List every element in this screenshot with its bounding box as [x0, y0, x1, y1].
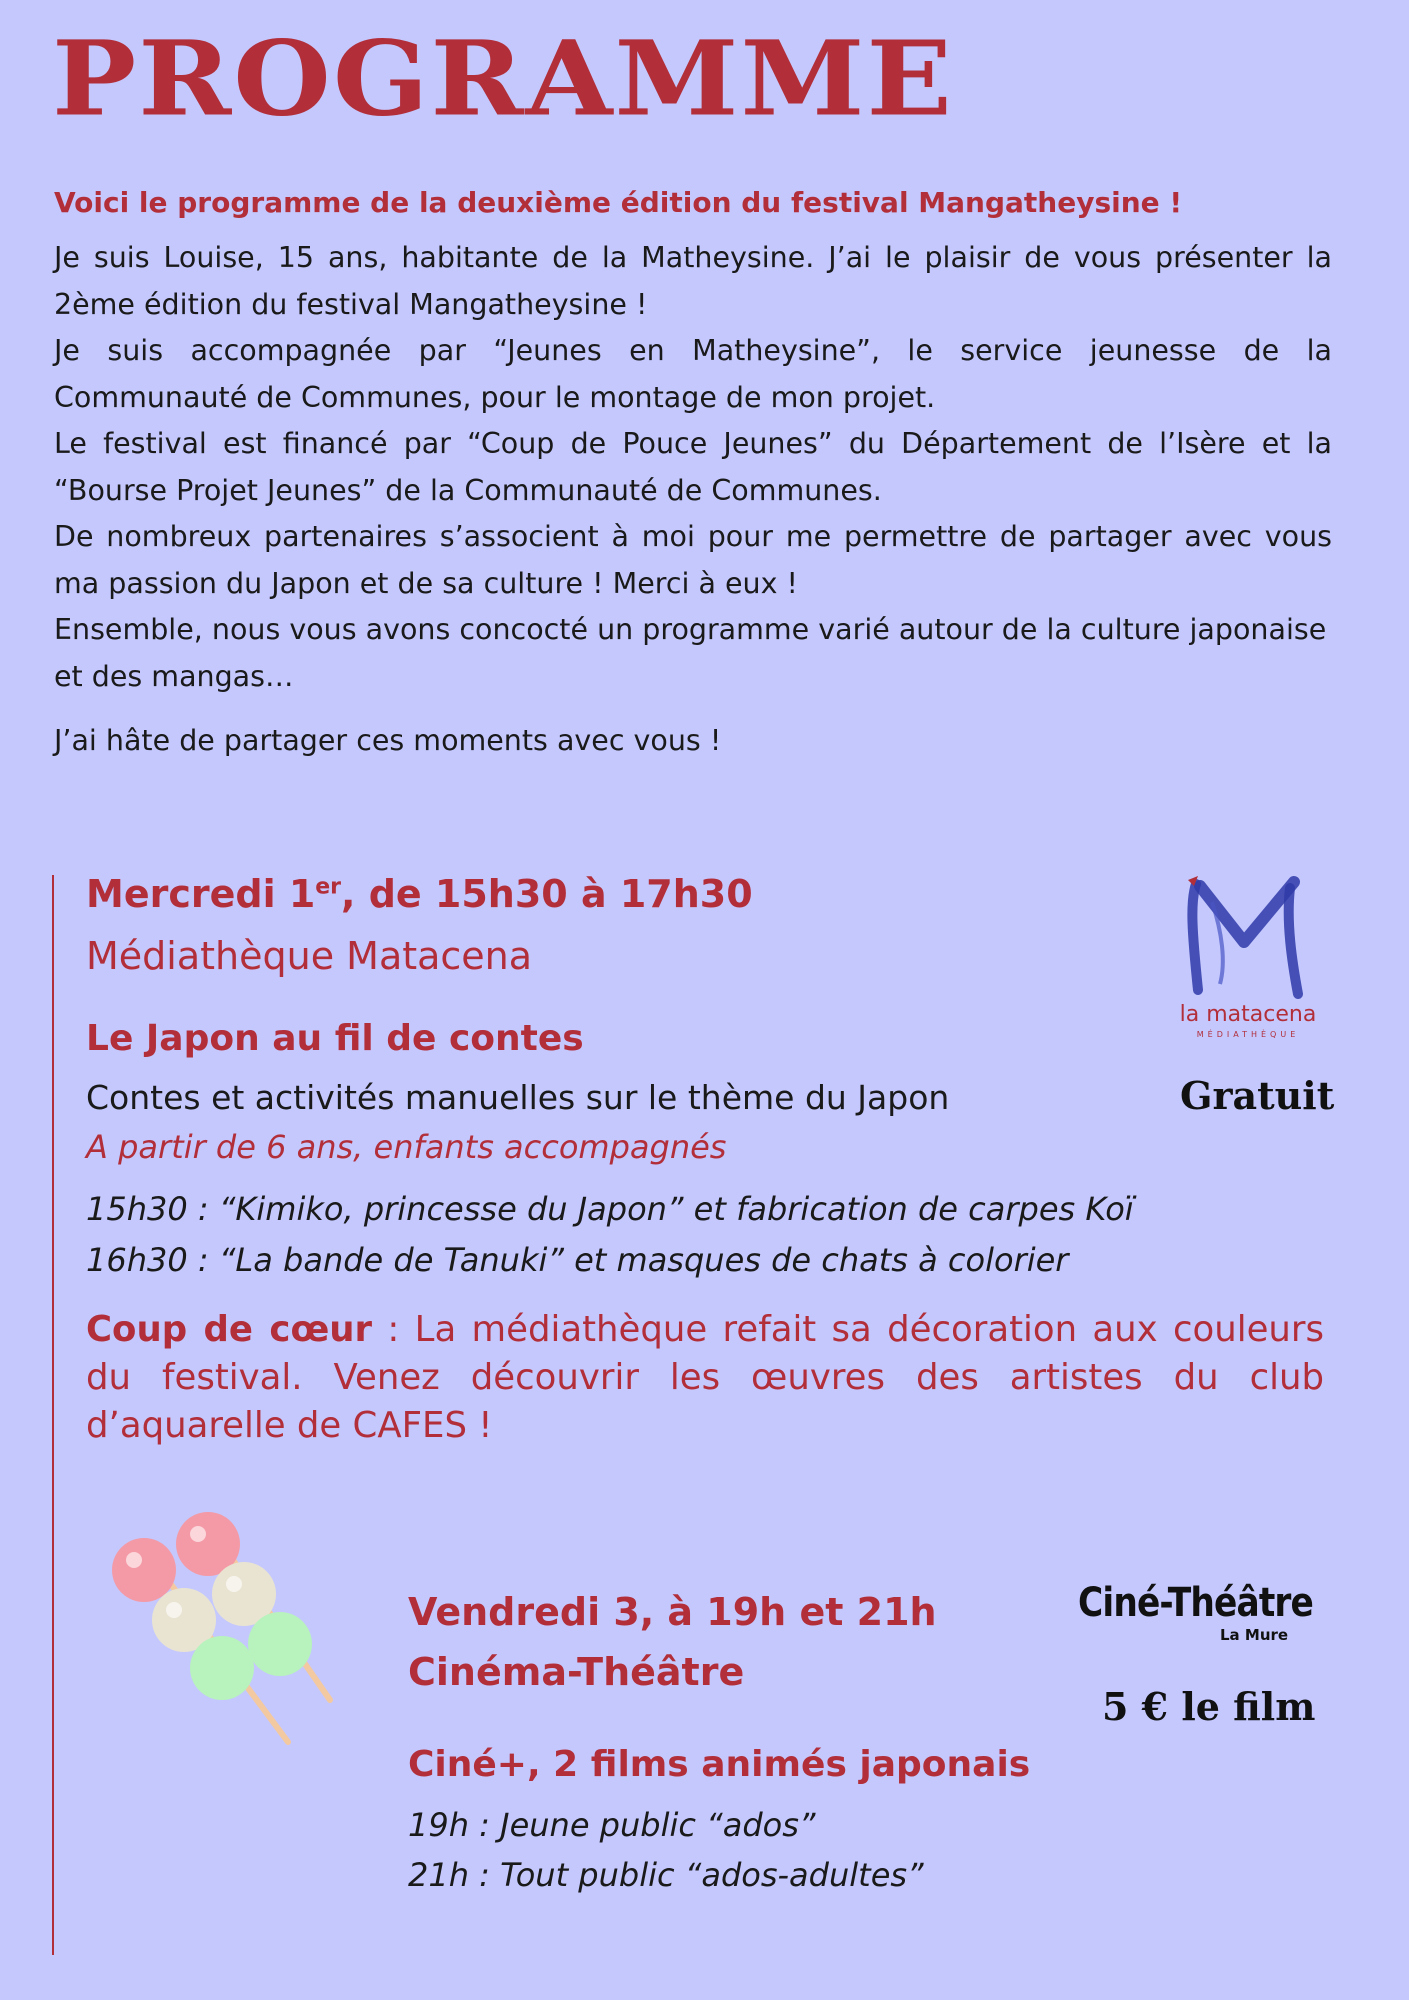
event2-price: 5 € le film [1102, 1684, 1316, 1729]
intro-closing: J’ai hâte de partager ces moments avec vous ! [54, 724, 722, 757]
intro-paragraph: Je suis accompagnée par “Jeunes en Matheysine”, le service jeunesse de la Communauté de Communes, pour le montage de mon projet. [54, 334, 1332, 414]
subtitle: Voici le programme de la deuxième édition du festival Mangatheysine ! [54, 186, 1183, 219]
intro-paragraph: Le festival est financé par “Coup de Pouce Jeunes” du Département de l’Isère et la “Bourse Projet Jeunes” de la Communauté de Communes. [54, 427, 1332, 507]
event1-price: Gratuit [1180, 1073, 1335, 1118]
event1-venue: Médiathèque Matacena [86, 934, 533, 978]
event2-date-line: Vendredi 3, à 19h et 21h [408, 1590, 937, 1634]
event2-schedule [408, 1800, 924, 1900]
intro-text [54, 235, 1332, 700]
event1-schedule [86, 1184, 1134, 1286]
event1-description: Contes et activités manuelles sur le thème du Japon [86, 1078, 950, 1117]
page-title: PROGRAMME [52, 18, 954, 140]
matacena-logo [1168, 872, 1328, 1042]
event1-coup-de-coeur: Coup de cœur : La médiathèque refait sa décoration aux couleurs du festival. Venez découvrir les œuvres des artistes du club d’aquarelle de CAFES ! [86, 1309, 1324, 1446]
event1-title: Le Japon au fil de contes [86, 1018, 584, 1059]
schedule-item: 19h : Jeune public “ados” [408, 1806, 816, 1844]
cine-theatre-logo-name: Ciné-Théâtre [1078, 1580, 1314, 1626]
intro-paragraph: Je suis Louise, 15 ans, habitante de la Matheysine. J’ai le plaisir de vous présenter la 2ème édition du festival Mangatheysine ! [54, 241, 1332, 321]
intro-paragraph: Ensemble, nous vous avons concocté un programme varié autour de la culture japonaise et des mangas… [54, 613, 1327, 693]
schedule-item: 16h30 : “La bande de Tanuki” et masques de chats à colorier [86, 1241, 1069, 1279]
schedule-item: 15h30 : “Kimiko, princesse du Japon” et fabrication de carpes Koï [86, 1190, 1134, 1228]
matacena-logo-name: la matacena [1179, 1002, 1317, 1027]
cine-theatre-logo-subtitle: La Mure [1220, 1626, 1289, 1644]
section-divider-line [52, 875, 54, 1955]
event1-date: Mercredi 1er, de 15h30 à 17h30 [86, 872, 753, 916]
schedule-item: 21h : Tout public “ados-adultes” [408, 1856, 924, 1894]
dango-skewers-icon [104, 1508, 344, 1748]
event2-date [408, 1582, 937, 1702]
cine-theatre-logo [1078, 1580, 1328, 1644]
intro-paragraph: De nombreux partenaires s’associent à moi pour me permettre de partager avec vous ma passion du Japon et de sa culture ! Merci à eux ! [54, 520, 1332, 600]
event2-title: Ciné+, 2 films animés japonais [408, 1744, 1031, 1785]
event2-venue: Cinéma-Théâtre [408, 1650, 745, 1694]
matacena-logo-subtitle: MÉDIATHÈQUE [1196, 1030, 1300, 1039]
event1-age: A partir de 6 ans, enfants accompagnés [86, 1128, 727, 1166]
matacena-m-icon [1182, 872, 1312, 1002]
